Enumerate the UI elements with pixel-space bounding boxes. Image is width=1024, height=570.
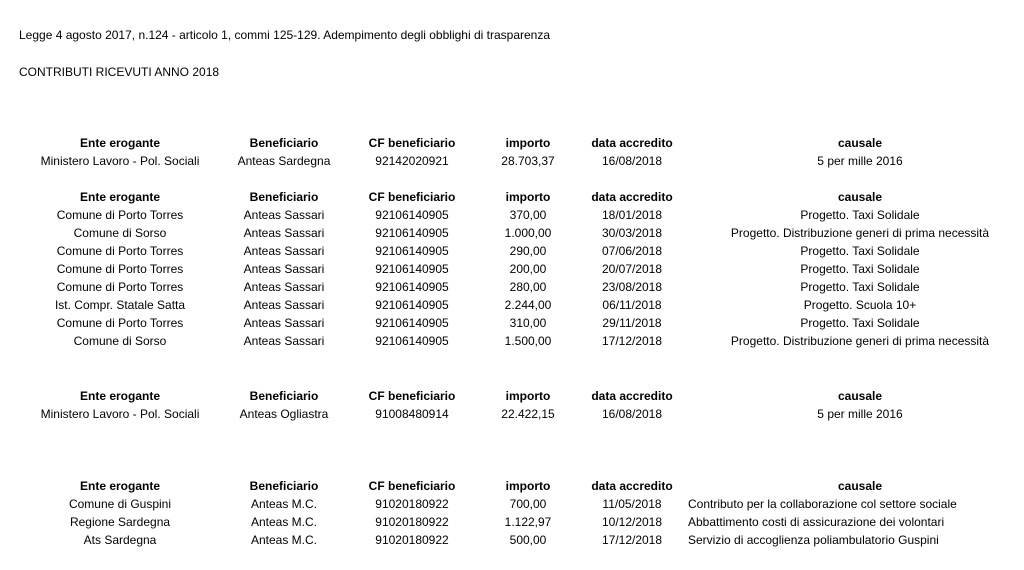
cell-cf-beneficiario: 92106140905: [375, 208, 449, 222]
column-header-data-accredito: data accredito: [591, 190, 673, 204]
cell-importo: 1.000,00: [504, 226, 552, 240]
column-header-causale: causale: [837, 190, 883, 204]
column-header-data-accredito: data accredito: [591, 389, 673, 403]
table-row: [0, 152, 1024, 170]
cell-beneficiario: Anteas M.C.: [250, 497, 318, 511]
table-header-row: [0, 477, 1024, 495]
table-header-row: [0, 387, 1024, 405]
cell-data-accredito: 29/11/2018: [602, 316, 662, 330]
cell-cf-beneficiario: 91020180922: [375, 533, 449, 547]
cell-cf-beneficiario: 92106140905: [375, 298, 449, 312]
table-row: [0, 495, 1024, 513]
column-header-cf-beneficiario: CF beneficiario: [368, 389, 456, 403]
cell-importo: 28.703,37: [501, 154, 555, 168]
cell-ente-erogante: Ist. Compr. Statale Satta: [54, 298, 186, 312]
cell-importo: 22.422,15: [501, 407, 555, 421]
cell-data-accredito: 30/03/2018: [601, 226, 663, 240]
cell-cf-beneficiario: 91020180922: [375, 497, 449, 511]
column-header-importo: importo: [505, 389, 551, 403]
cell-causale: 5 per mille 2016: [817, 154, 903, 168]
cell-cf-beneficiario: 92106140905: [375, 316, 449, 330]
cell-beneficiario: Anteas Sassari: [243, 280, 325, 294]
cell-data-accredito: 11/05/2018: [602, 497, 662, 511]
cell-ente-erogante: Comune di Porto Torres: [56, 262, 184, 276]
cell-data-accredito: 16/08/2018: [601, 407, 663, 421]
cell-cf-beneficiario: 92106140905: [375, 244, 449, 258]
cell-data-accredito: 20/07/2018: [601, 262, 663, 276]
cell-beneficiario: Anteas Sassari: [243, 334, 325, 348]
cell-importo: 310,00: [509, 316, 547, 330]
column-header-beneficiario: Beneficiario: [249, 136, 319, 150]
cell-ente-erogante: Comune di Porto Torres: [56, 244, 184, 258]
cell-causale: Servizio di accoglienza poliambulatorio Guspini: [688, 533, 939, 547]
cell-causale: Progetto. Taxi Solidale: [800, 244, 920, 258]
cell-ente-erogante: Comune di Porto Torres: [56, 316, 184, 330]
table-row: [0, 278, 1024, 296]
column-header-cf-beneficiario: CF beneficiario: [368, 136, 456, 150]
cell-causale: Progetto. Taxi Solidale: [800, 280, 920, 294]
cell-importo: 2.244,00: [504, 298, 552, 312]
cell-data-accredito: 07/06/2018: [601, 244, 663, 258]
column-header-causale: causale: [837, 479, 883, 493]
cell-causale: Progetto. Distribuzione generi di prima necessità: [730, 334, 990, 348]
cell-ente-erogante: Comune di Sorso: [73, 226, 167, 240]
cell-importo: 700,00: [509, 497, 547, 511]
cell-beneficiario: Anteas Sassari: [243, 208, 325, 222]
cell-ente-erogante: Regione Sardegna: [69, 515, 171, 529]
column-header-data-accredito: data accredito: [591, 479, 673, 493]
cell-causale: 5 per mille 2016: [817, 407, 903, 421]
column-header-cf-beneficiario: CF beneficiario: [368, 190, 456, 204]
cell-importo: 1.122,97: [504, 515, 552, 529]
cell-beneficiario: Anteas Sassari: [243, 244, 325, 258]
column-header-importo: importo: [505, 479, 551, 493]
column-header-beneficiario: Beneficiario: [249, 389, 319, 403]
cell-ente-erogante: Comune di Guspini: [68, 497, 172, 511]
cell-data-accredito: 17/12/2018: [601, 533, 663, 547]
cell-cf-beneficiario: 92142020921: [375, 154, 449, 168]
cell-importo: 500,00: [509, 533, 547, 547]
cell-importo: 290,00: [509, 244, 547, 258]
cell-data-accredito: 18/01/2018: [601, 208, 663, 222]
cell-cf-beneficiario: 91008480914: [375, 407, 449, 421]
cell-beneficiario: Anteas Sassari: [243, 226, 325, 240]
column-header-beneficiario: Beneficiario: [249, 190, 319, 204]
table-row: [0, 224, 1024, 242]
cell-causale: Progetto. Taxi Solidale: [800, 316, 920, 330]
column-header-ente-erogante: Ente erogante: [79, 190, 161, 204]
column-header-data-accredito: data accredito: [591, 136, 673, 150]
table-row: [0, 242, 1024, 260]
table-row: [0, 531, 1024, 549]
cell-cf-beneficiario: 91020180922: [375, 515, 449, 529]
table-row: [0, 405, 1024, 423]
column-header-beneficiario: Beneficiario: [249, 479, 319, 493]
cell-data-accredito: 06/11/2018: [602, 298, 662, 312]
cell-data-accredito: 16/08/2018: [601, 154, 663, 168]
table-row: [0, 296, 1024, 314]
cell-ente-erogante: Ministero Lavoro - Pol. Sociali: [40, 154, 200, 168]
table-header-row: [0, 134, 1024, 152]
cell-ente-erogante: Ministero Lavoro - Pol. Sociali: [40, 407, 200, 421]
cell-importo: 280,00: [509, 280, 547, 294]
cell-importo: 1.500,00: [504, 334, 552, 348]
cell-cf-beneficiario: 92106140905: [375, 262, 449, 276]
column-header-ente-erogante: Ente erogante: [79, 136, 161, 150]
table-anteas-mc: [0, 477, 1024, 549]
cell-beneficiario: Anteas Sassari: [243, 298, 325, 312]
column-header-causale: causale: [837, 136, 883, 150]
cell-ente-erogante: Comune di Sorso: [73, 334, 167, 348]
column-header-cf-beneficiario: CF beneficiario: [368, 479, 456, 493]
cell-beneficiario: Anteas M.C.: [250, 533, 318, 547]
column-header-ente-erogante: Ente erogante: [79, 479, 161, 493]
cell-cf-beneficiario: 92106140905: [375, 334, 449, 348]
cell-beneficiario: Anteas Ogliastra: [239, 407, 329, 421]
column-header-importo: importo: [505, 190, 551, 204]
cell-causale: Abbattimento costi di assicurazione dei volontari: [688, 515, 945, 529]
cell-causale: Contributo per la collaborazione col settore sociale: [688, 497, 957, 511]
cell-beneficiario: Anteas Sassari: [243, 316, 325, 330]
column-header-importo: importo: [505, 136, 551, 150]
table-anteas-ogliastra: [0, 387, 1024, 423]
document-title: Legge 4 agosto 2017, n.124 - articolo 1, commi 125-129. Adempimento degli obblighi di trasparenza: [19, 28, 551, 42]
cell-causale: Progetto. Scuola 10+: [803, 298, 917, 312]
cell-ente-erogante: Comune di Porto Torres: [56, 208, 184, 222]
table-header-row: [0, 188, 1024, 206]
cell-importo: 200,00: [509, 262, 547, 276]
cell-causale: Progetto. Taxi Solidale: [800, 208, 920, 222]
table-anteas-sardegna: [0, 134, 1024, 170]
column-header-causale: causale: [837, 389, 883, 403]
cell-data-accredito: 10/12/2018: [601, 515, 663, 529]
cell-importo: 370,00: [509, 208, 547, 222]
cell-data-accredito: 23/08/2018: [601, 280, 663, 294]
cell-causale: Progetto. Distribuzione generi di prima necessità: [730, 226, 990, 240]
cell-data-accredito: 17/12/2018: [601, 334, 663, 348]
table-row: [0, 513, 1024, 531]
table-anteas-sassari: [0, 188, 1024, 350]
document-subtitle: CONTRIBUTI RICEVUTI ANNO 2018: [19, 65, 220, 79]
column-header-ente-erogante: Ente erogante: [79, 389, 161, 403]
cell-cf-beneficiario: 92106140905: [375, 280, 449, 294]
cell-beneficiario: Anteas Sassari: [243, 262, 325, 276]
table-row: [0, 332, 1024, 350]
cell-beneficiario: Anteas Sardegna: [237, 154, 331, 168]
cell-beneficiario: Anteas M.C.: [250, 515, 318, 529]
table-row: [0, 314, 1024, 332]
table-row: [0, 206, 1024, 224]
table-row: [0, 260, 1024, 278]
cell-ente-erogante: Ats Sardegna: [83, 533, 157, 547]
cell-causale: Progetto. Taxi Solidale: [800, 262, 920, 276]
cell-ente-erogante: Comune di Porto Torres: [56, 280, 184, 294]
cell-cf-beneficiario: 92106140905: [375, 226, 449, 240]
